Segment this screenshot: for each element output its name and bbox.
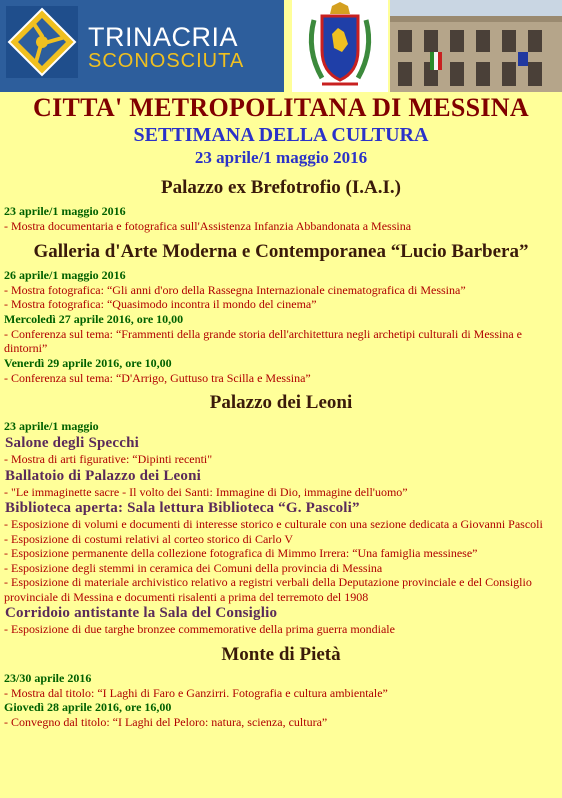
event-item: - Mostra documentaria e fotografica sull'Assistenza Infanzia Abbandonata a Messina (4, 219, 412, 233)
event-item: - Esposizione permanente della collezione fotografica di Mimmo Irrera: “Una famiglia messinese” (4, 546, 478, 560)
event-item: - Conferenza sul tema: “Frammenti della grande storia dell'architettura negli archetipi culturali di Messina e dintorni” (4, 326, 522, 355)
date-label: Venerdì 29 aprile 2016, ore 10,00 (4, 355, 172, 370)
event-item: - Esposizione di materiale archivistico relativo a registri verbali della Deputazione provinciale e del Consiglio provinciale di Messina e documenti risalenti a prima del terremoto del 1908 (4, 575, 532, 604)
event-item: - Conferenza sul tema: “D'Arrigo, Guttuso tra Scilla e Messina” (4, 370, 311, 385)
logo-subtitle: SCONOSCIUTA (88, 50, 245, 72)
logo-title: TRINACRIA (88, 22, 239, 52)
page-title: CITTA' METROPOLITANA DI MESSINA (33, 93, 529, 122)
palazzo-photo (390, 0, 562, 92)
event-item: - Esposizione di volumi e documenti di interesse storico e culturale con una sezione dedicata a Giovanni Pascoli (4, 517, 543, 531)
coat-of-arms-icon (292, 0, 388, 92)
event-item: - Mostra fotografica: “Gli anni d'oro della Rassegna Internazionale cinematografica di Messina” (4, 282, 466, 297)
room-title: Ballatoio di Palazzo dei Leoni (5, 467, 201, 484)
event-item: - Esposizione di due targhe bronzee commemorative della prima guerra mondiale (4, 622, 395, 636)
venue-monte-di-pieta: Monte di Pietà (221, 643, 341, 665)
room-title: Corridoio antistante la Sala del Consiglio (5, 605, 278, 621)
room-title: Salone degli Specchi (5, 435, 140, 451)
venue-brefotrofio: Palazzo ex Brefotrofio (I.A.I.) (161, 177, 401, 198)
event-item: - Esposizione degli stemmi in ceramica dei Comuni della provincia di Messina (4, 560, 383, 575)
room-title: Biblioteca aperta: Sala lettura Biblioteca “G. Pascoli” (5, 500, 360, 516)
date-label: 23/30 aprile 2016 (4, 670, 92, 685)
date-label: 23 aprile/1 maggio (4, 419, 99, 433)
building-photo-icon (390, 0, 562, 92)
date-label: 23 aprile/1 maggio 2016 (4, 204, 126, 218)
venue-galleria: Galleria d'Arte Moderna e Contemporanea “Lucio Barbera” (33, 240, 529, 262)
messina-crest (292, 0, 388, 92)
event-item: - "Le immaginette sacre - Il volto dei Santi: Immagine di Dio, immagine dell'uomo” (4, 484, 408, 499)
poster-content (0, 93, 562, 730)
event-item: - Convegno dal titolo: “I Laghi del Peloro: natura, scienza, cultura” (4, 715, 328, 729)
page-subtitle: SETTIMANA DELLA CULTURA (133, 124, 429, 146)
venue-leoni: Palazzo dei Leoni (209, 392, 353, 413)
date-label: Giovedì 28 aprile 2016, ore 16,00 (4, 700, 172, 714)
trinacria-emblem-icon (6, 6, 78, 78)
event-item: - Esposizione di costumi relativi al corteo storico di Carlo V (4, 531, 294, 546)
event-dates: 23 aprile/1 maggio 2016 (194, 148, 368, 167)
event-item: - Mostra di arti figurative: “Dipinti recenti" (4, 452, 213, 466)
trinacria-logo (0, 0, 284, 92)
event-item: - Mostra dal titolo: “I Laghi di Faro e Ganzirri. Fotografia e cultura ambientale” (4, 685, 388, 700)
date-label: 26 aprile/1 maggio 2016 (4, 267, 126, 282)
event-item: - Mostra fotografica: “Quasimodo incontra il mondo del cinema” (4, 297, 317, 311)
date-label: Mercoledì 27 aprile 2016, ore 10,00 (4, 311, 184, 326)
header-banner (0, 0, 562, 92)
